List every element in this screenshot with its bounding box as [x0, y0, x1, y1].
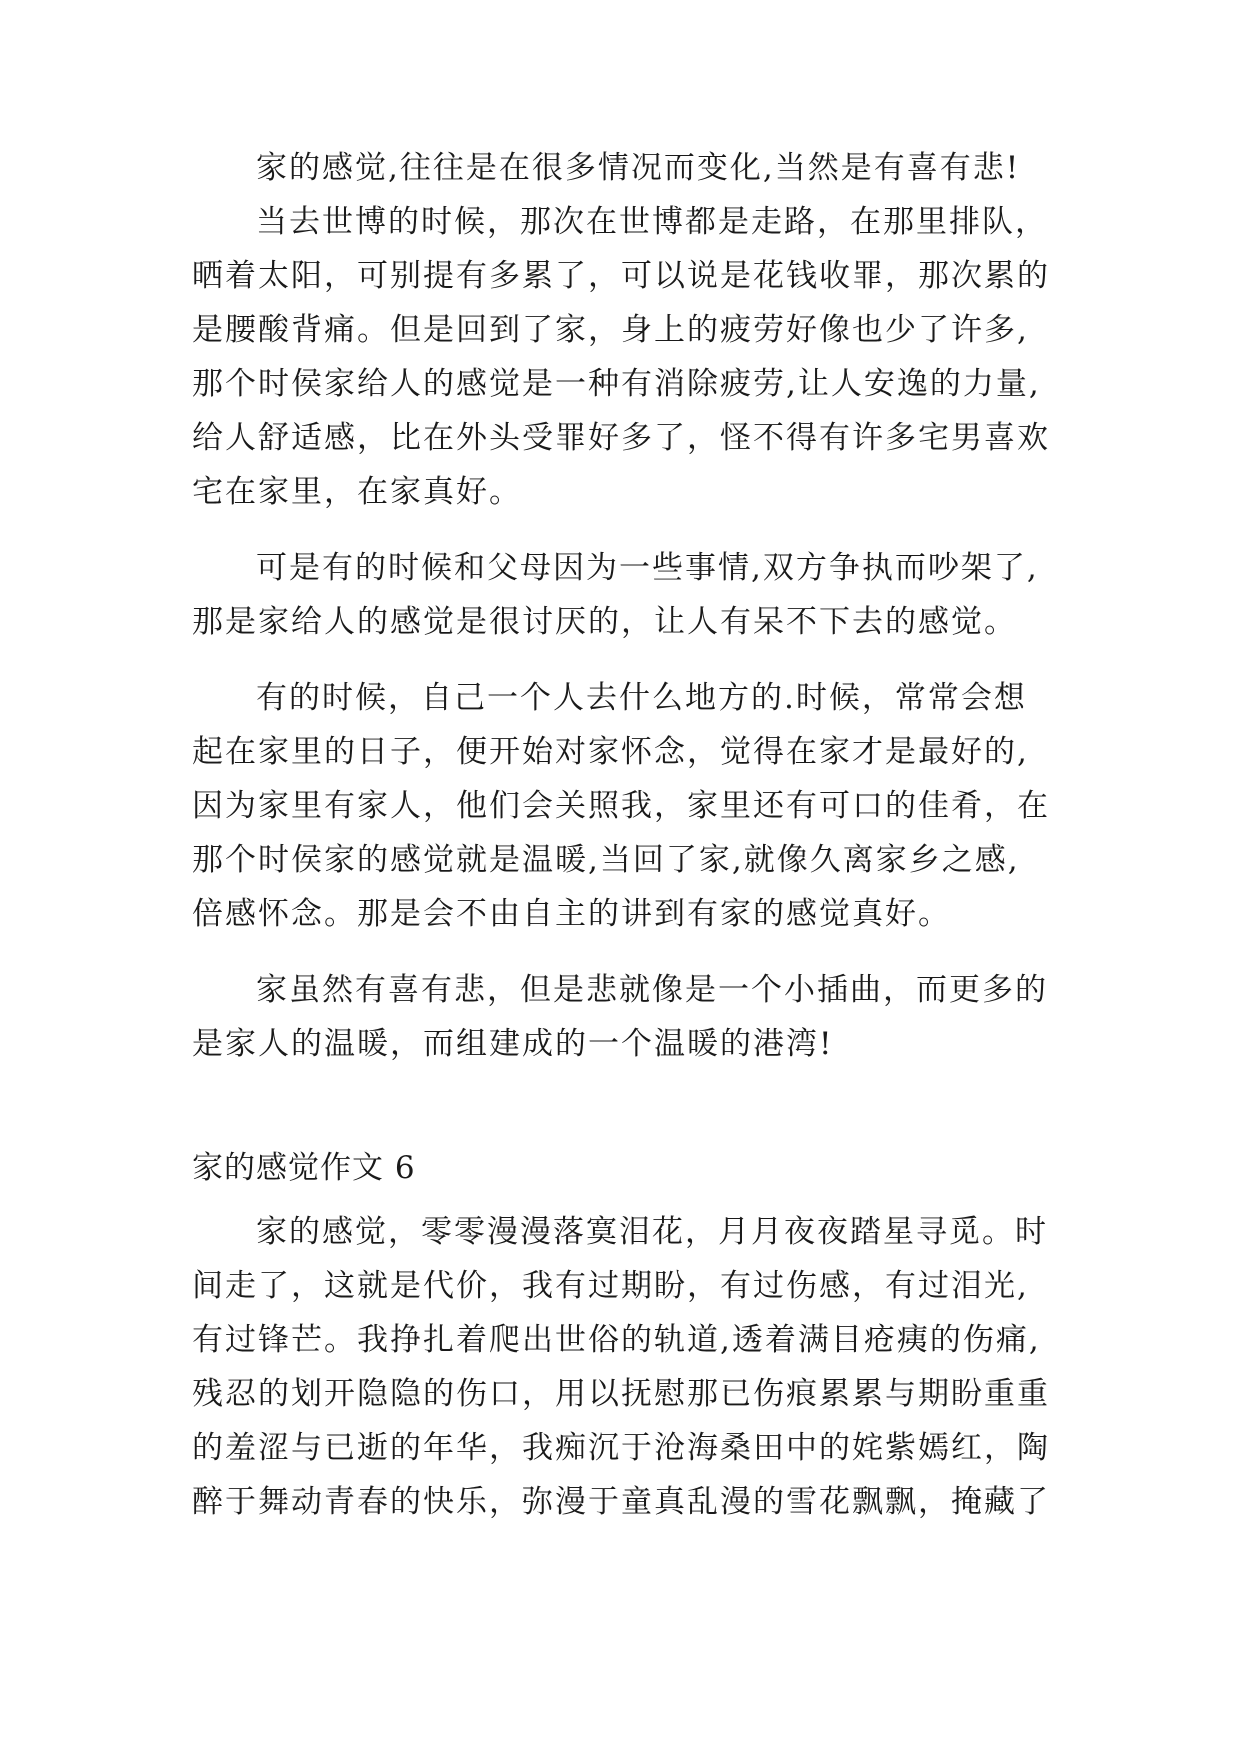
paragraph-line: 家的感觉，零零漫漫落寞泪花，月月夜夜踏星寻觅。时	[256, 1214, 1048, 1250]
paragraph-line: 当去世博的时候，那次在世博都是走路，在那里排队，	[256, 204, 1048, 240]
paragraph-line: 家虽然有喜有悲，但是悲就像是一个小插曲，而更多的	[256, 972, 1048, 1008]
paragraph-line: 倍感怀念。那是会不由自主的讲到有家的感觉真好。	[192, 896, 951, 932]
paragraph-line: 给人舒适感，比在外头受罪好多了，怪不得有许多宅男喜欢	[192, 420, 1050, 456]
paragraph-line: 晒着太阳，可别提有多累了，可以说是花钱收罪，那次累的	[192, 258, 1050, 294]
section-heading: 家的感觉作文 6	[192, 1150, 416, 1186]
paragraph-line: 那个时侯家的感觉就是温暖,当回了家,就像久离家乡之感,	[192, 842, 1020, 878]
paragraph-line: 有的时候，自己一个人去什么地方的.时候，常常会想	[256, 680, 1027, 716]
paragraph-line: 是腰酸背痛。但是回到了家，身上的疲劳好像也少了许多,	[192, 312, 1029, 348]
paragraph-line: 因为家里有家人，他们会关照我，家里还有可口的佳肴，在	[192, 788, 1050, 824]
paragraph-line: 的羞涩与已逝的年华，我痴沉于沧海桑田中的姹紫嫣红，陶	[192, 1430, 1050, 1466]
paragraph-line: 起在家里的日子，便开始对家怀念，觉得在家才是最好的,	[192, 734, 1029, 770]
paragraph-line: 醉于舞动青春的快乐，弥漫于童真乱漫的雪花飘飘，掩藏了	[192, 1484, 1050, 1520]
paragraph-line: 宅在家里，在家真好。	[192, 474, 522, 510]
paragraph-line: 间走了，这就是代价，我有过期盼，有过伤感，有过泪光,	[192, 1268, 1029, 1304]
paragraph-line: 家的感觉,往往是在很多情况而变化,当然是有喜有悲!	[256, 150, 1021, 186]
paragraph-line: 那是家给人的感觉是很讨厌的，让人有呆不下去的感觉。	[192, 604, 1017, 640]
paragraph-line: 残忍的划开隐隐的伤口，用以抚慰那已伤痕累累与期盼重重	[192, 1376, 1050, 1412]
paragraph-line: 可是有的时候和父母因为一些事情,双方争执而吵架了,	[256, 550, 1039, 586]
paragraph-line: 有过锋芒。我挣扎着爬出世俗的轨道,透着满目疮痍的伤痛,	[192, 1322, 1041, 1358]
paragraph-line: 那个时侯家给人的感觉是一种有消除疲劳,让人安逸的力量,	[192, 366, 1041, 402]
paragraph-line: 是家人的温暖，而组建成的一个温暖的港湾!	[192, 1026, 834, 1062]
